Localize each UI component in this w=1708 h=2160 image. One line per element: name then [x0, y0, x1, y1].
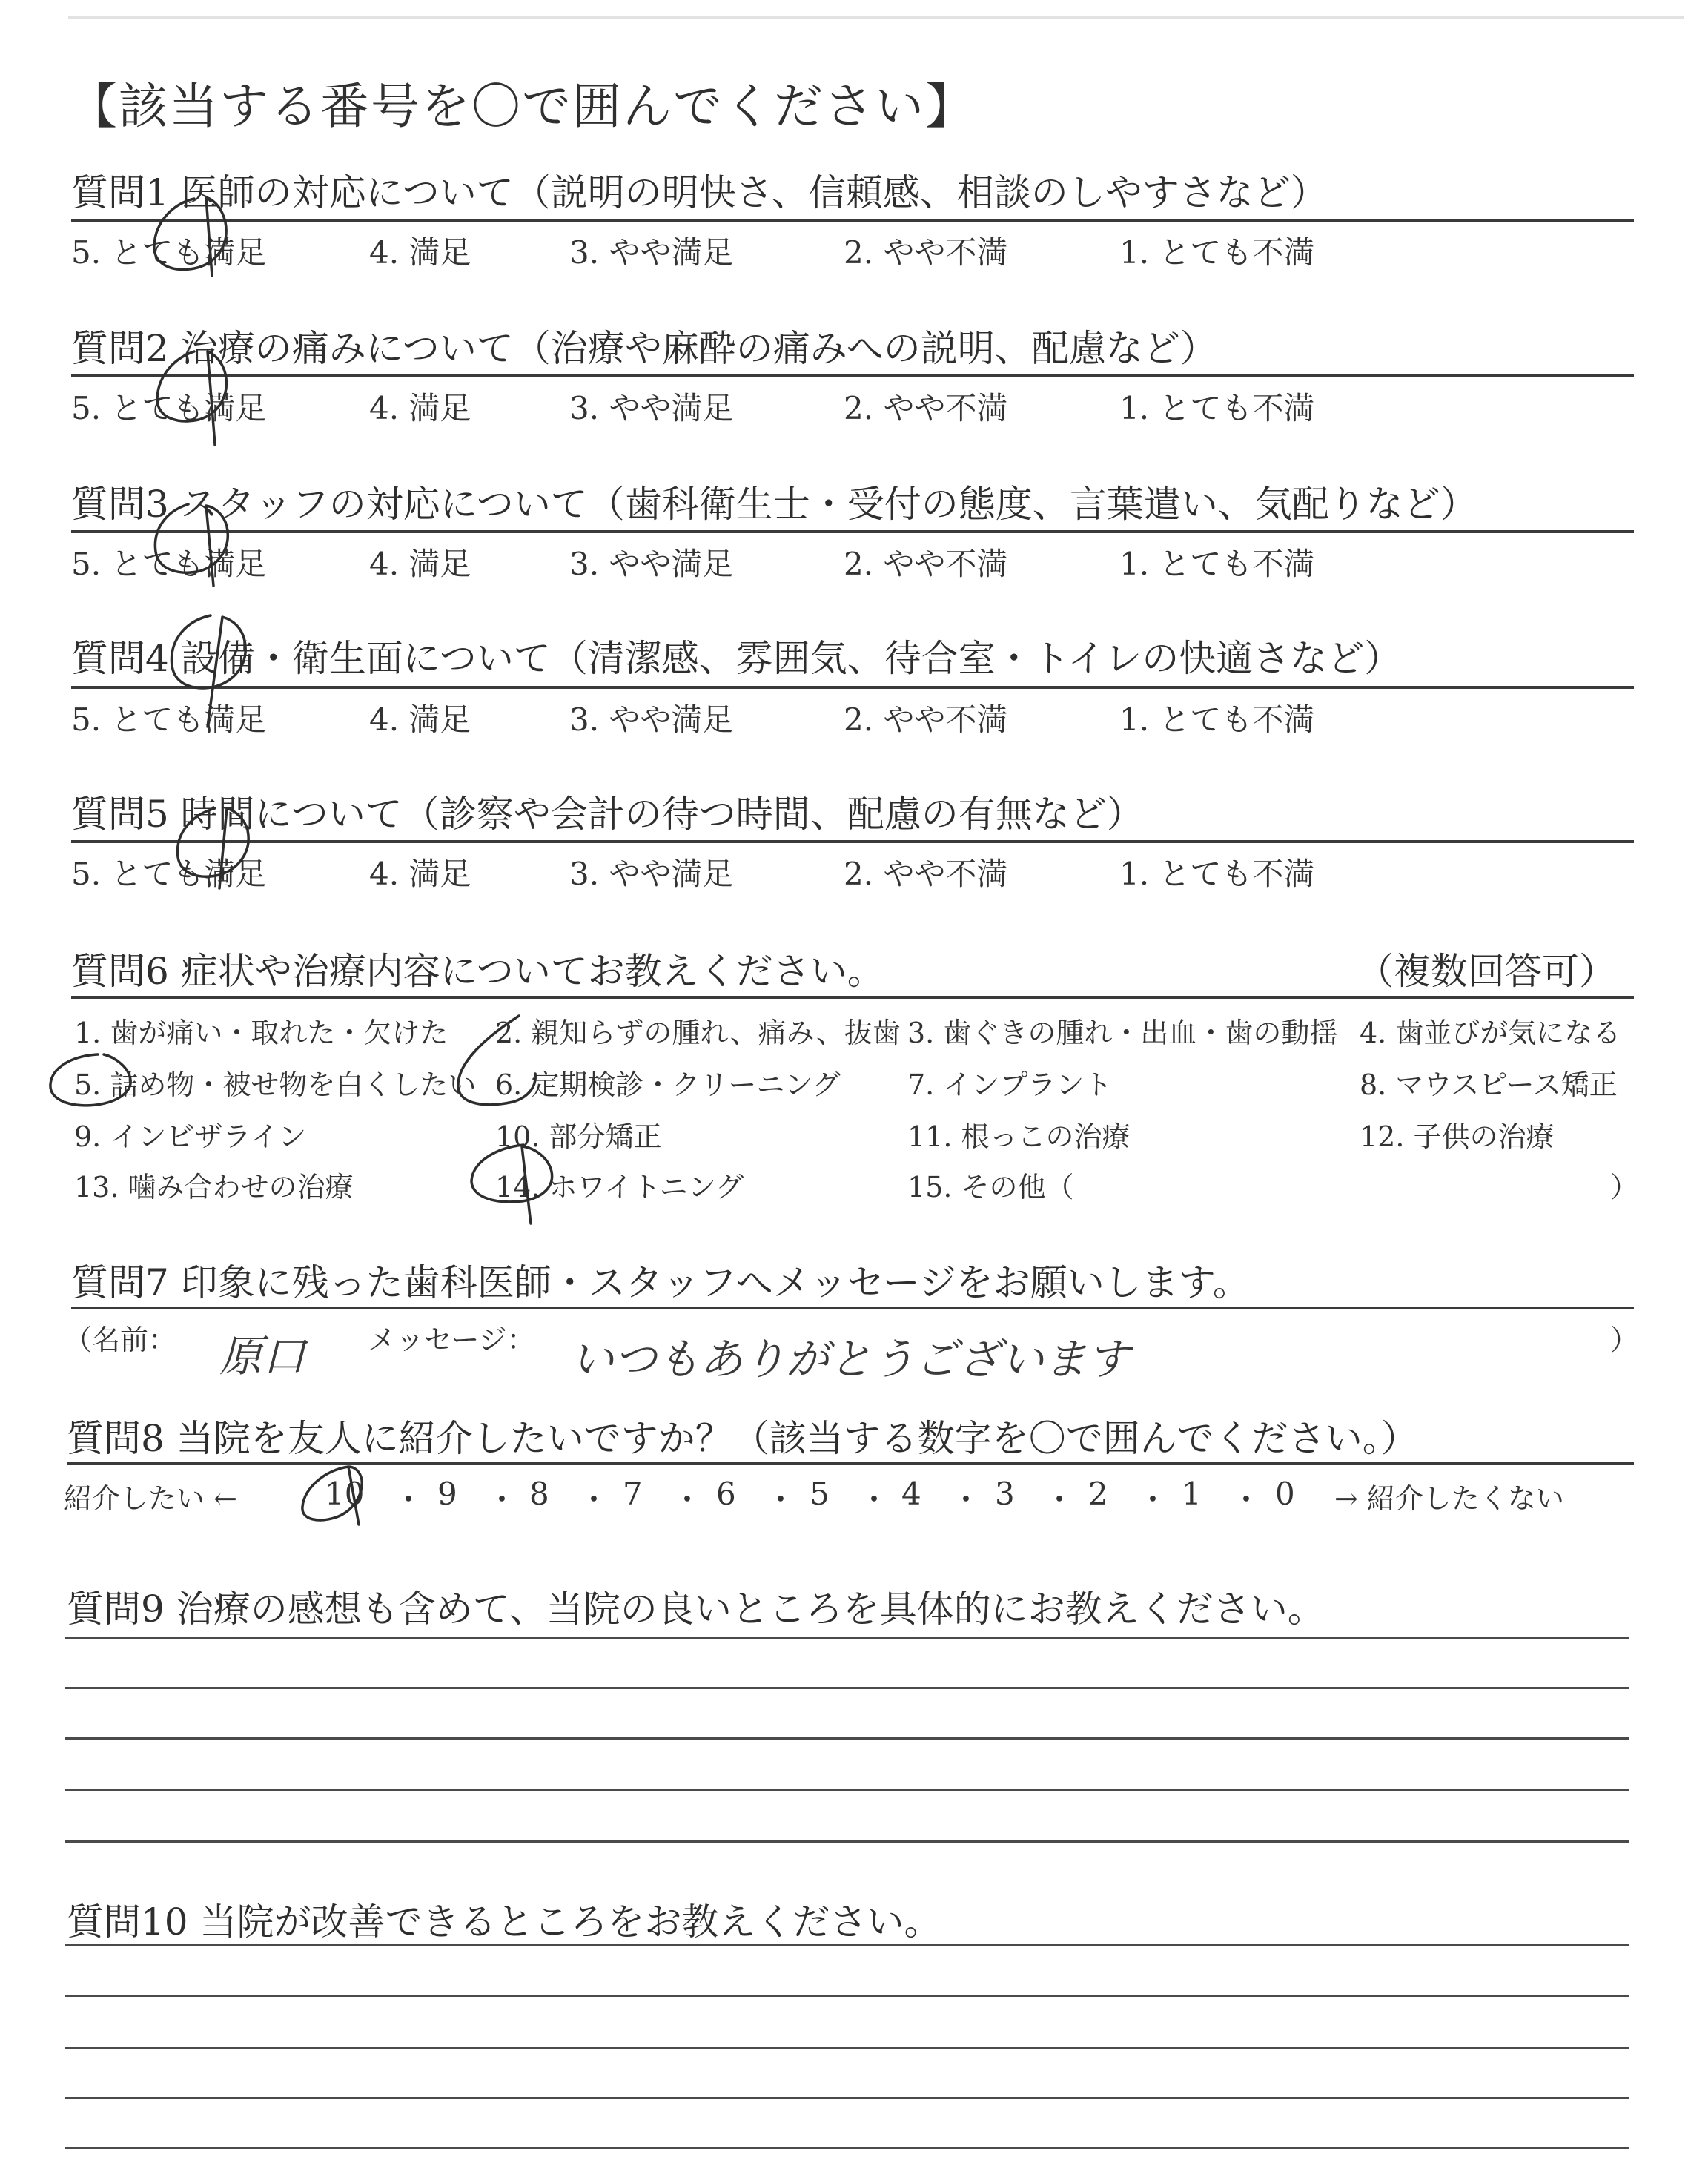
question-heading: 質問5 時間について（診察や会計の待つ時間、配慮の有無など） [71, 793, 1144, 836]
name-field[interactable]: 原口 [219, 1331, 306, 1381]
option-3[interactable]: 3. やや満足 [569, 701, 734, 738]
message-field[interactable]: いつもありがとうございます [571, 1334, 1131, 1384]
question-rule [67, 1462, 1634, 1465]
q6-option-4[interactable]: 4. 歯並びが気になる [1360, 1017, 1621, 1049]
question-rule [71, 219, 1634, 222]
question-rule [71, 686, 1634, 689]
q6-option-15-other[interactable]: 15. その他（ [907, 1171, 1074, 1203]
q6-option-7[interactable]: 7. インプラント [907, 1069, 1113, 1101]
scale-10[interactable]: 10 [325, 1476, 365, 1512]
option-3[interactable]: 3. やや満足 [569, 390, 734, 426]
recommend-left-label: 紹介したい ← [64, 1482, 237, 1515]
scale-separator: ・ [578, 1482, 610, 1518]
option-2[interactable]: 2. やや不満 [844, 856, 1008, 892]
q6-option-2[interactable]: 2. 親知らずの腫れ、痛み、抜歯 [495, 1017, 901, 1049]
multiple-answers-note: （複数回答可） [1357, 950, 1616, 993]
scale-separator: ・ [1231, 1482, 1262, 1518]
option-1[interactable]: 1. とても不満 [1119, 546, 1315, 582]
option-5[interactable]: 5. とても満足 [71, 234, 267, 271]
question-heading: 質問2 治療の痛みについて（治療や麻酔の痛みへの説明、配慮など） [71, 327, 1217, 370]
q6-option-10[interactable]: 10. 部分矯正 [495, 1120, 662, 1153]
answer-line[interactable] [65, 2097, 1629, 2099]
scale-0[interactable]: 0 [1275, 1476, 1295, 1512]
option-2[interactable]: 2. やや不満 [844, 234, 1008, 271]
scale-1[interactable]: 1 [1182, 1476, 1202, 1512]
q6-option-9[interactable]: 9. インビザライン [74, 1120, 307, 1153]
option-4[interactable]: 4. 満足 [369, 701, 471, 738]
scale-9[interactable]: 9 [437, 1476, 457, 1512]
scale-separator: ・ [486, 1482, 518, 1518]
question-heading: 質問8 当院を友人に紹介したいですか？（該当する数字を〇で囲んでください。） [67, 1417, 1418, 1460]
q6-option-6[interactable]: 6. 定期検診・クリーニング [495, 1069, 841, 1101]
option-4[interactable]: 4. 満足 [369, 390, 471, 426]
option-3[interactable]: 3. やや満足 [569, 856, 734, 892]
question-heading: 質問3 スタッフの対応について（歯科衛生士・受付の態度、言葉遣い、気配りなど） [71, 483, 1477, 526]
option-2[interactable]: 2. やや不満 [844, 546, 1008, 582]
option-5[interactable]: 5. とても満足 [71, 546, 267, 582]
option-4[interactable]: 4. 満足 [369, 234, 471, 271]
option-1[interactable]: 1. とても不満 [1119, 856, 1315, 892]
scale-separator: ・ [1137, 1482, 1169, 1518]
answer-line[interactable] [65, 1789, 1629, 1791]
question-rule [71, 1307, 1634, 1309]
scale-4[interactable]: 4 [901, 1476, 921, 1512]
answer-line[interactable] [65, 1944, 1629, 1946]
option-1[interactable]: 1. とても不満 [1119, 701, 1315, 738]
question-heading: 質問7 印象に残った歯科医師・スタッフへメッセージをお願いします。 [71, 1261, 1250, 1304]
scale-2[interactable]: 2 [1088, 1476, 1108, 1512]
recommend-right-label: → 紹介したくない [1334, 1482, 1564, 1515]
option-1[interactable]: 1. とても不満 [1119, 390, 1315, 426]
question-heading: 質問1 医師の対応について（説明の明快さ、信頼感、相談のしやすさなど） [71, 171, 1328, 214]
option-4[interactable]: 4. 満足 [369, 856, 471, 892]
scale-3[interactable]: 3 [995, 1476, 1015, 1512]
answer-line[interactable] [65, 1737, 1629, 1740]
answer-line[interactable] [65, 1687, 1629, 1689]
q6-option-5[interactable]: 5. 詰め物・被せ物を白くしたい [74, 1069, 477, 1101]
scale-separator: ・ [393, 1482, 425, 1518]
other-close-paren: ） [1610, 1171, 1639, 1203]
scale-separator: ・ [950, 1482, 982, 1518]
scale-7[interactable]: 7 [623, 1476, 643, 1512]
q6-option-3[interactable]: 3. 歯ぐきの腫れ・出血・歯の動揺 [907, 1017, 1338, 1049]
top-edge-rule [68, 16, 1684, 19]
answer-line[interactable] [65, 1995, 1629, 1997]
q6-option-12[interactable]: 12. 子供の治療 [1360, 1120, 1555, 1153]
scale-separator: ・ [672, 1482, 704, 1518]
answer-line[interactable] [65, 1637, 1629, 1639]
option-5[interactable]: 5. とても満足 [71, 701, 267, 738]
q6-option-8[interactable]: 8. マウスピース矯正 [1360, 1069, 1618, 1101]
scale-separator: ・ [858, 1482, 890, 1518]
question-rule [71, 840, 1634, 843]
question-heading: 質問10 当院が改善できるところをお教えください。 [67, 1900, 941, 1943]
answer-line[interactable] [65, 2147, 1629, 2149]
question-heading: 質問9 治療の感想も含めて、当院の良いところを具体的にお教えください。 [67, 1588, 1325, 1631]
option-2[interactable]: 2. やや不満 [844, 390, 1008, 426]
scale-separator: ・ [765, 1482, 797, 1518]
q6-option-14[interactable]: 14. ホワイトニング [495, 1171, 744, 1203]
question-rule [71, 530, 1634, 533]
option-3[interactable]: 3. やや満足 [569, 546, 734, 582]
form-title: 【該当する番号を〇で囲んでください】 [68, 78, 976, 135]
message-close-paren: ） [1610, 1324, 1639, 1356]
question-heading: 質問4 設備・衛生面について（清潔感、雰囲気、待合室・トイレの快適さなど） [71, 637, 1402, 680]
message-label: メッセージ： [368, 1324, 535, 1356]
name-label: （名前： [64, 1324, 177, 1356]
option-2[interactable]: 2. やや不満 [844, 701, 1008, 738]
question-rule [71, 374, 1634, 377]
answer-line[interactable] [65, 2047, 1629, 2049]
question-heading: 質問6 症状や治療内容についてお教えください。 [71, 950, 884, 993]
option-5[interactable]: 5. とても満足 [71, 390, 267, 426]
q6-option-13[interactable]: 13. 噛み合わせの治療 [74, 1171, 354, 1203]
scale-8[interactable]: 8 [529, 1476, 549, 1512]
q6-option-11[interactable]: 11. 根っこの治療 [907, 1120, 1131, 1153]
option-4[interactable]: 4. 満足 [369, 546, 471, 582]
option-3[interactable]: 3. やや満足 [569, 234, 734, 271]
q6-option-1[interactable]: 1. 歯が痛い・取れた・欠けた [74, 1017, 448, 1049]
scale-5[interactable]: 5 [810, 1476, 830, 1512]
scale-6[interactable]: 6 [716, 1476, 736, 1512]
scale-separator: ・ [1044, 1482, 1076, 1518]
answer-line[interactable] [65, 1840, 1629, 1843]
option-1[interactable]: 1. とても不満 [1119, 234, 1315, 271]
question-rule [71, 996, 1634, 999]
option-5[interactable]: 5. とても満足 [71, 856, 267, 892]
